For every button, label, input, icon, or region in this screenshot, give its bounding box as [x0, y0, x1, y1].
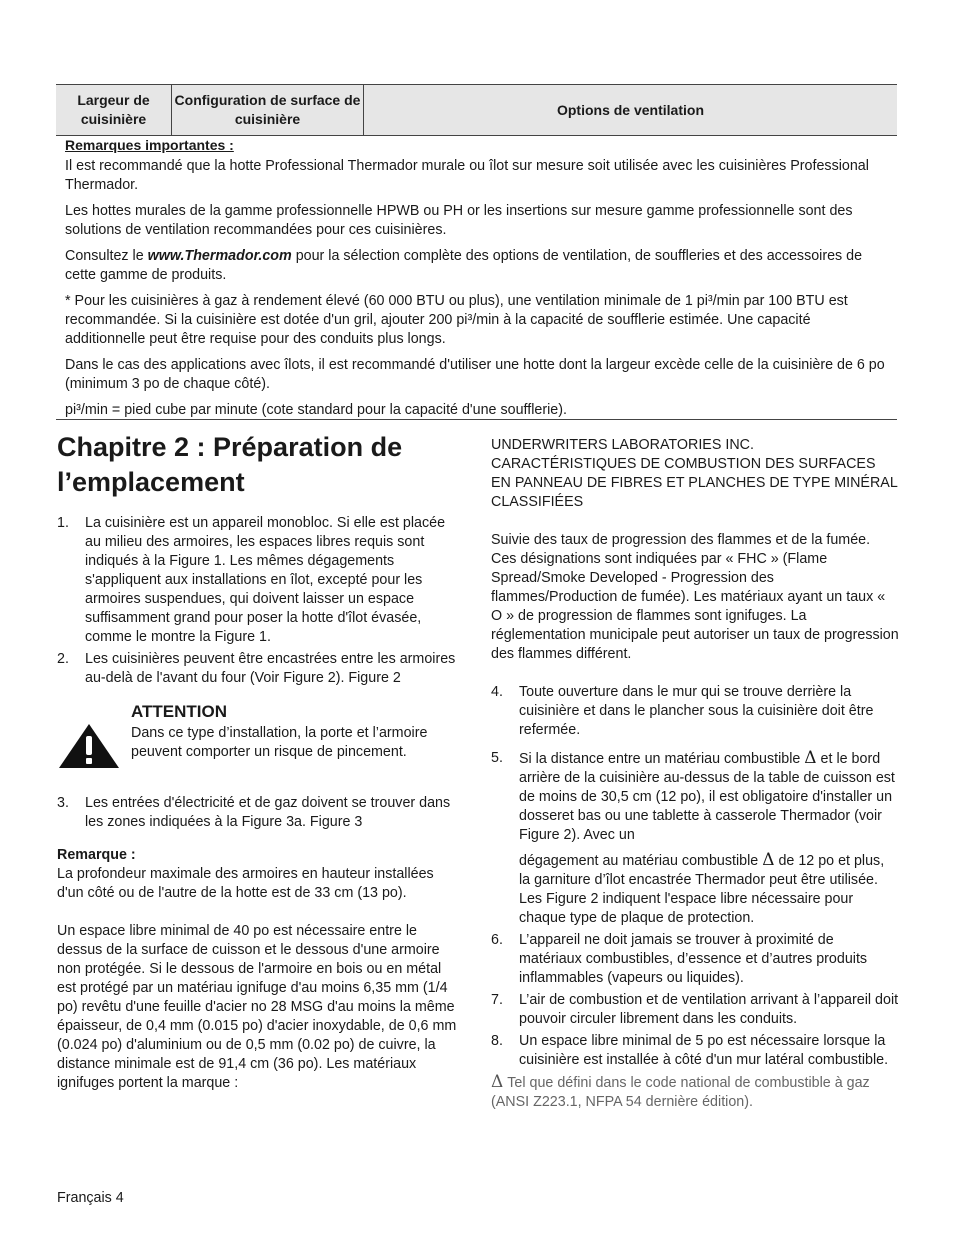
note-paragraph: Consultez le www.Thermador.com pour la sélection complète des options de ventilation, de souffleries et des accessoires de cette gamme de produits. [65, 248, 863, 283]
column-header-cooktop-config: Configuration de surface de cuisinière [172, 85, 364, 135]
page-number: Français 4 [57, 1190, 124, 1206]
list-item: 1. La cuisinière est un appareil monobloc. Si elle est placée au milieu des armoires, les espaces libres requis sont indiqués à la Figure 1. Les mêmes dégagements s'appliquent aux installations en îlot, excepté pour les armoires suspendues, qui doivent laisser un espace suffisamment grand pour poser la hotte d'îlot évasée, comme le montre la Figure 1. [57, 515, 446, 645]
ul-heading: UNDERWRITERS LABORATORIES INC. CARACTÉRISTIQUES DE COMBUSTION DES SURFACES EN PANNEAU DE FIBRES ET PLANCHES DE TYPE MINÉRAL CLASSIFIÉES [491, 437, 898, 510]
delta-symbol: Δ [804, 748, 817, 768]
remark [57, 846, 462, 903]
column-header-range-width: Largeur de cuisinière [56, 85, 172, 135]
note-paragraph: pi³/min = pied cube par minute (cote standard pour la capacité d'une soufflerie). [65, 402, 567, 418]
right-column [491, 436, 899, 1112]
thermador-link[interactable]: www.Thermador.com [147, 248, 292, 264]
column-header-ventilation-options: Options de ventilation [556, 101, 704, 118]
list-item: 7. L’air de combustion et de ventilation arrivant à l’appareil doit pouvoir circuler librement dans les conduits. [491, 992, 899, 1027]
left-column [57, 430, 462, 1093]
note-paragraph: Il est recommandé que la hotte Professional Thermador murale ou îlot sur mesure soit utilisée avec les cuisinières Professional Thermador. [65, 158, 869, 193]
remark-title: Remarque : [57, 847, 136, 863]
delta-symbol: Δ [762, 850, 775, 870]
divider [56, 419, 897, 420]
list-item: 4. Toute ouverture dans le mur qui se trouve derrière la cuisinière et dans le plancher sous la cuisinière doit être refermée. [491, 684, 874, 738]
attention-text: Dans ce type d’installation, la porte et l’armoire peuvent comporter un risque de pincement. [131, 725, 428, 760]
ul-text: Suivie des taux de progression des flammes et de la fumée. Ces désignations sont indiquées par « FHC » (Flame Spread/Smoke Developed - Progression des flammes/Production de fumée). Les matériaux ayant un taux « O » de progression de flammes sont ignifuges. La réglementation municipale peut autoriser un taux de progression des flammes différent. [491, 532, 899, 662]
footnote: Δ Tel que défini dans le code national de combustible à gaz (ANSI Z223.1, NFPA 54 dernière édition). [491, 1072, 870, 1110]
ventilation-table-header [56, 84, 897, 136]
delta-symbol: Δ [491, 1072, 504, 1092]
list-item: 8. Un espace libre minimal de 5 po est nécessaire lorsque la cuisinière est installée à côté d'un mur latéral combustible. [491, 1033, 889, 1068]
clearance-paragraph: Un espace libre minimal de 40 po est nécessaire entre le dessus de la surface de cuisson et le dessous d'une armoire non protégée. Si le dessous de l'armoire en bois ou en métal est protégé par un matériau ignifuge d'au moins 6,35 mm (1/4 po) revêtu d'une feuille d'acier no 28 MSG d'au moins la même épaisseur, de 0,4 mm (0.015 po) d'acier inoxydable, de 0,6 mm (0.024 po) d'aluminium ou de 0,5 mm (0.02 po) de cuivre, la distance minimale est de 91,4 cm (36 po). Les matériaux ignifuges portent la marque : [57, 923, 457, 1091]
list-item: 6. L’appareil ne doit jamais se trouver à proximité de matériaux combustibles, d’essence et d’autres produits inflammables (vapeurs ou liquides). [491, 932, 868, 986]
note-paragraph: Dans le cas des applications avec îlots, il est recommandé d'utiliser une hotte dont la largeur excède celle de la cuisinière de 6 po (minimum 3 po de chaque côté). [65, 357, 885, 392]
attention-title: ATTENTION [131, 702, 228, 721]
attention-notice [57, 704, 462, 776]
notes-title: Remarques importantes : [65, 137, 234, 153]
important-notes [65, 136, 891, 427]
list-item: 2. Les cuisinières peuvent être encastrées entre les armoires au-delà de l'avant du four (Voir Figure 2). Figure 2 [57, 651, 456, 686]
warning-icon [57, 704, 127, 776]
remark-text: La profondeur maximale des armoires en hauteur installées d'un côté ou de l'autre de la hotte est de 33 cm (13 po). [57, 866, 434, 901]
chapter-title: Chapitre 2 : Préparation de l’emplacement [57, 432, 403, 497]
list-item: 5. Si la distance entre un matériau combustible Δ et le bord arrière de la cuisinière au-dessus de la table de cuisson est de moins de 30,5 cm (12 po), il est obligatoire d'installer un dosseret bas ou une tablette à casserole Thermador (voir Figure 2). Avec un dégagement au matériau combustible Δ de 12 po et plus, la garniture d’îlot encastrée Thermador peut être utilisée. Les Figure 2 indiquent l'espace libre nécessaire pour chaque type de plaque de protection. [491, 748, 895, 926]
list-item: 3. Les entrées d'électricité et de gaz doivent se trouver dans les zones indiquées à la Figure 3a. Figure 3 [57, 795, 451, 830]
note-paragraph: * Pour les cuisinières à gaz à rendement élevé (60 000 BTU ou plus), une ventilation minimale de 1 pi³/min par 100 BTU est recommandée. Si la cuisinière est dotée d'un gril, ajouter 200 pi³/min à la capacité de soufflerie estimée. Une capacité additionnelle peut être requise pour des conduits plus longs. [65, 293, 848, 347]
note-paragraph: Les hottes murales de la gamme professionnelle HPWB ou PH or les insertions sur mesure gamme professionnelle sont des solutions de ventilation recommandées pour ces cuisinières. [65, 203, 853, 238]
